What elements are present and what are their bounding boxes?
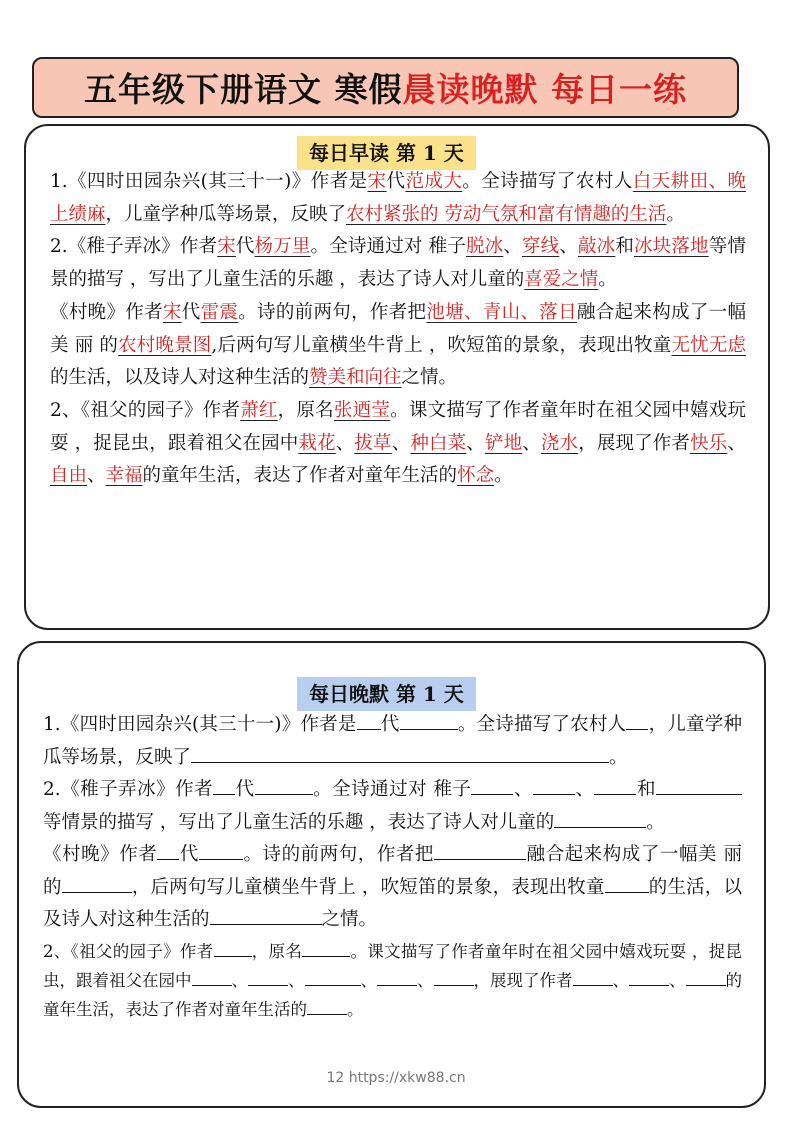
blank[interactable] (255, 776, 313, 795)
answer: 怀念 (457, 465, 495, 487)
blank[interactable] (199, 841, 243, 860)
answer: 浇水 (540, 432, 579, 454)
answer: 宋 (162, 301, 182, 323)
morning-question-1 (50, 166, 746, 231)
answer: 农村晚景图 (118, 334, 212, 356)
blank[interactable] (656, 776, 742, 795)
answer: 池塘、青山、落日 (426, 301, 577, 323)
blank[interactable] (248, 967, 288, 986)
text: 、 (466, 432, 485, 454)
answer: 脱冰 (465, 236, 504, 258)
text: 、 (612, 970, 629, 990)
answer: 种白菜 (410, 432, 467, 454)
text: ，展现了作者 (578, 432, 691, 454)
evening-day-tag: 每日晚默 第 1 天 (297, 677, 476, 711)
morning-question-2 (50, 231, 746, 296)
text: 代 (181, 301, 201, 323)
text: ,后两句写儿童横坐牛背上 ，吹短笛的景象，表现出牧童 (211, 334, 672, 356)
answer: 范成大 (405, 171, 463, 192)
blank[interactable] (471, 776, 513, 795)
answer: 白天耕田、晚上绩麻 (50, 171, 746, 225)
evening-question-2 (43, 774, 742, 839)
morning-question-3 (50, 297, 746, 395)
text: 、 (87, 465, 106, 487)
text: 、 (391, 432, 411, 454)
text: 融合起来构成了一幅美 丽 的 (50, 301, 746, 356)
text: 1.《四时田园杂兴(其三十一)》作者是 (43, 714, 357, 735)
answer: 张迺莹 (333, 399, 391, 421)
text: 。全诗描写了农村人 (457, 714, 627, 735)
text: ，原名 (251, 941, 303, 961)
blank[interactable] (554, 809, 646, 828)
blank[interactable] (210, 906, 322, 925)
text: 《村晚》作者 (43, 844, 158, 865)
text: 、 (288, 970, 305, 990)
text: 、 (522, 432, 541, 454)
blank[interactable] (434, 841, 526, 860)
answer: 快乐 (690, 432, 728, 454)
title-black: 五年级下册语文 寒假 (84, 70, 403, 109)
text: 。 (609, 746, 628, 768)
page-footer: 12 https://xkw88.cn (326, 1070, 466, 1086)
blank[interactable] (434, 967, 474, 986)
text: 等情景的描写 ，写出了儿童生活的乐趣 ，表达了诗人对儿童的 (50, 236, 746, 291)
text: 、 (503, 236, 522, 258)
blank[interactable] (307, 996, 347, 1015)
text: 之情。 (321, 909, 378, 930)
blank[interactable] (629, 967, 669, 986)
evening-question-1 (43, 709, 742, 774)
evening-question-4 (43, 937, 742, 1024)
answer: 敲冰 (578, 236, 616, 258)
text: 2.《稚子弄冰》作者 (50, 236, 218, 258)
text: 。课文描写了作者童年时在祖父园中嬉戏玩耍 ，捉昆虫，跟着祖父在园中 (43, 941, 743, 990)
morning-day-tag: 每日早读 第 1 天 (297, 136, 476, 170)
evening-question-3 (43, 839, 742, 937)
text: 代 (235, 236, 255, 258)
answer: 自由 (50, 465, 88, 487)
page-title (32, 57, 739, 118)
morning-content (50, 166, 746, 493)
text: 。 (666, 203, 685, 225)
text: 代 (235, 779, 255, 800)
answer: 铲地 (484, 432, 523, 454)
text: 、 (360, 970, 377, 990)
answer: 萧红 (240, 399, 278, 421)
blank[interactable] (157, 841, 179, 860)
text: 。诗的前两句，作者把 (242, 844, 434, 865)
text: 的童年生活，表达了作者对童年生活的 (43, 970, 742, 1019)
blank[interactable] (213, 776, 235, 795)
text: ，展现了作者 (473, 970, 573, 990)
answer: 宋 (217, 236, 236, 258)
text: 。 (494, 465, 513, 487)
answer: 喜爱之情 (524, 269, 599, 291)
text: 。全诗通过对 稚子 (310, 236, 466, 258)
morning-reading-panel (24, 124, 770, 630)
blank[interactable] (192, 967, 232, 986)
text: 的生活，以及诗人对这种生活的 (43, 876, 742, 930)
answer: 杨万里 (254, 236, 311, 258)
morning-question-4 (50, 395, 746, 493)
answer: 宋 (367, 171, 387, 192)
text: 代 (380, 714, 400, 735)
answer: 无忧无虑 (671, 334, 746, 356)
text: 2、《祖父的园子》作者 (50, 399, 241, 421)
blank[interactable] (573, 967, 613, 986)
text: ，后两句写儿童横坐牛背上 ，吹短笛的景象，表现出牧童 (131, 876, 605, 898)
text: 。 (646, 811, 665, 833)
text: 、 (231, 970, 248, 990)
text: 之情。 (401, 367, 458, 389)
blank[interactable] (533, 776, 575, 795)
blank[interactable] (191, 744, 609, 763)
blank[interactable] (305, 967, 361, 986)
text: 。全诗描写了农村人 (462, 171, 633, 192)
text: 、 (727, 432, 746, 454)
answer: 栽花 (298, 432, 336, 454)
text: 。全诗通过对 稚子 (312, 779, 472, 800)
answer: 幸福 (105, 465, 143, 487)
text: 、 (669, 970, 686, 990)
text: 和 (636, 779, 656, 800)
text: ，儿童学种瓜等场景，反映了 (105, 203, 347, 225)
answer: 冰块落地 (634, 236, 709, 258)
text: 。 (347, 999, 364, 1019)
evening-content (43, 709, 742, 1024)
blank[interactable] (594, 776, 636, 795)
text: 的童年生活，表达了作者对童年生活的 (142, 465, 458, 487)
text: 、 (574, 779, 595, 800)
answer: 拔草 (354, 432, 392, 454)
text: 、 (417, 970, 434, 990)
answer: 穿线 (521, 236, 560, 258)
title-red: 晨读晚默 每日一练 (402, 70, 687, 109)
evening-dictation-panel (17, 641, 766, 1108)
text: 。诗的前两句，作者把 (238, 301, 427, 323)
answer: 雷震 (200, 301, 239, 323)
blank[interactable] (605, 874, 649, 893)
text: ，儿童学种瓜等场景，反映了 (43, 714, 742, 768)
blank[interactable] (400, 711, 458, 730)
text: 《村晚》作者 (50, 301, 163, 323)
answer: 农村紧张的 劳动气氛和富有情趣的生活 (346, 203, 667, 225)
text: 2.《稚子弄冰》作者 (43, 779, 214, 800)
text: 代 (386, 171, 406, 192)
blank[interactable] (62, 874, 132, 893)
text: 2、《祖父的园子》作者 (43, 941, 214, 961)
text: 、 (559, 236, 578, 258)
text: 。课文描写了作者童年时在祖父园中嬉戏玩耍 ，捉昆虫，跟着祖父在园中 (50, 399, 746, 454)
blank[interactable] (214, 938, 252, 957)
text: 的生活，以及诗人对这种生活的 (50, 367, 310, 389)
text: 代 (179, 844, 199, 865)
blank[interactable] (377, 967, 417, 986)
blank[interactable] (357, 711, 381, 730)
text: 、 (335, 432, 355, 454)
blank[interactable] (302, 938, 350, 957)
answer: 赞美和向往 (309, 367, 402, 389)
blank[interactable] (626, 711, 648, 730)
text: ，原名 (277, 399, 334, 421)
text: 和 (615, 236, 635, 258)
text: 1.《四时田园杂兴(其三十一)》作者是 (50, 171, 368, 192)
text: 。 (598, 269, 617, 291)
text: 等情景的描写 ，写出了儿童生活的乐趣 ，表达了诗人对儿童的 (43, 811, 555, 833)
blank[interactable] (686, 967, 726, 986)
text: 融合起来构成了一幅美 丽 的 (43, 844, 742, 898)
text: 、 (513, 779, 533, 800)
